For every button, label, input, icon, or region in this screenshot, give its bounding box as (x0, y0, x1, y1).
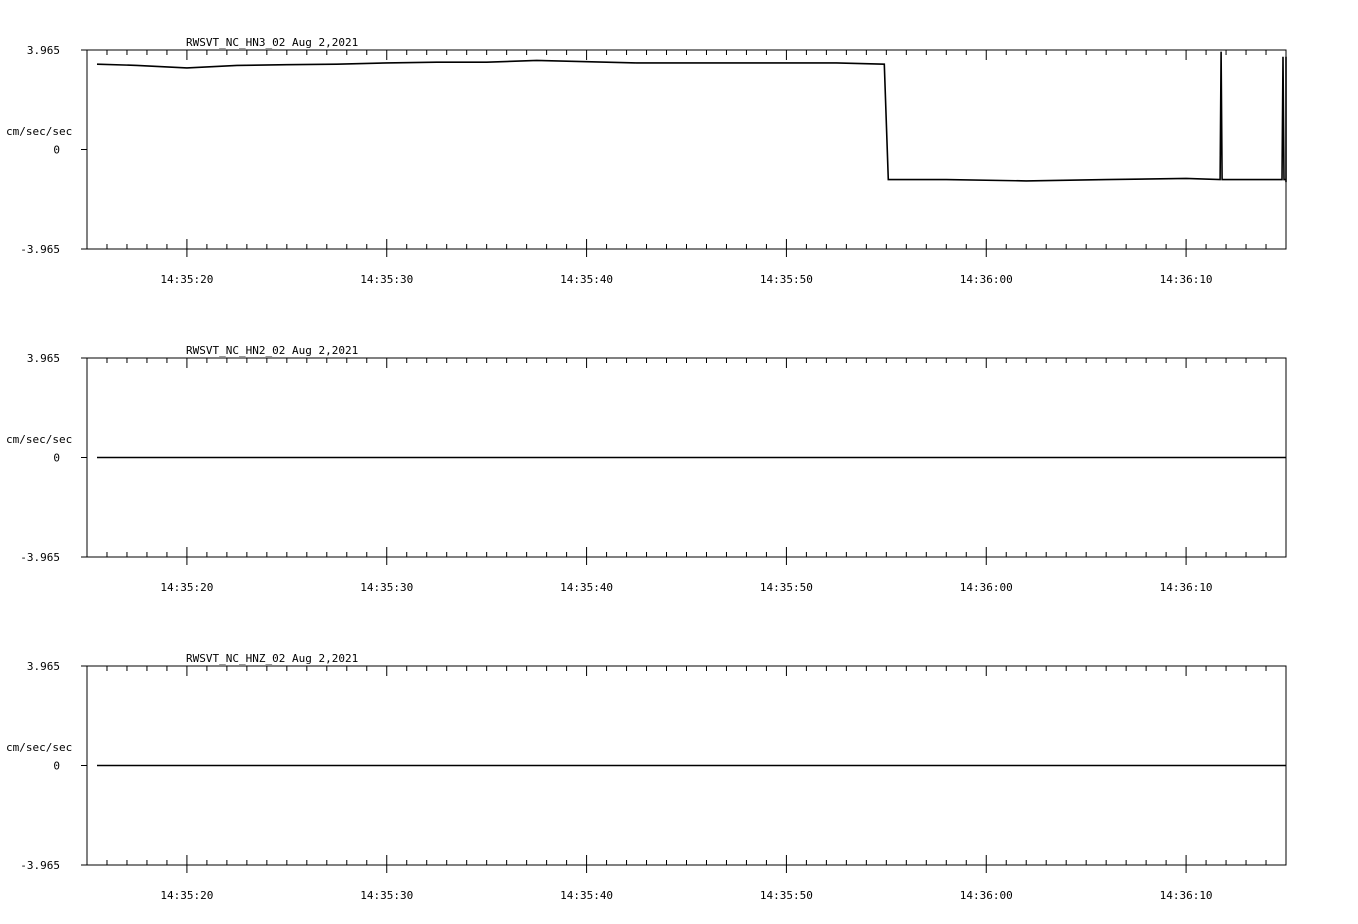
y-tick-label: 3.965 (26, 660, 60, 673)
y-tick-label: 0 (53, 451, 60, 465)
y-tick-label: -3.965 (20, 859, 60, 872)
chart-panel-3 (6, 652, 1358, 902)
chart-title: RWSVT_NC_HN3_02 Aug 2,2021 (186, 36, 359, 49)
x-tick-label: 14:36:10 (1159, 581, 1213, 594)
x-tick-label: 14:36:00 (959, 581, 1013, 594)
y-axis-label: cm/sec/sec (6, 741, 73, 754)
y-axis-label: cm/sec/sec (6, 125, 73, 138)
chart-title: RWSVT_NC_HN2_02 Aug 2,2021 (186, 344, 359, 357)
y-tick-label: 3.965 (26, 352, 60, 365)
x-tick-label: 14:35:30 (360, 273, 414, 286)
x-tick-label: 14:35:40 (560, 581, 614, 594)
x-tick-label: 14:35:50 (759, 273, 813, 286)
x-tick-label: 14:35:50 (759, 889, 813, 902)
series-line (97, 52, 1286, 183)
x-tick-label: 14:35:20 (160, 581, 214, 594)
x-tick-label: 14:35:40 (560, 273, 614, 286)
x-tick-label: 14:36:00 (959, 273, 1013, 286)
x-tick-label: 14:35:40 (560, 889, 614, 902)
chart-title: RWSVT_NC_HNZ_02 Aug 2,2021 (186, 652, 359, 665)
y-tick-label: 0 (53, 143, 60, 157)
y-axis-label: cm/sec/sec (6, 433, 73, 446)
x-tick-label: 14:36:10 (1159, 889, 1213, 902)
y-tick-label: -3.965 (20, 551, 60, 564)
x-tick-label: 14:35:50 (759, 581, 813, 594)
plot-frame (87, 50, 1286, 249)
chart-panel-1 (6, 36, 1358, 286)
x-tick-label: 14:35:20 (160, 889, 214, 902)
y-tick-label: 3.965 (26, 44, 60, 57)
y-tick-label: -3.965 (20, 243, 60, 256)
x-tick-label: 14:36:10 (1159, 273, 1213, 286)
chart-panel-2 (6, 344, 1358, 594)
x-tick-label: 14:35:30 (360, 581, 414, 594)
x-tick-label: 14:35:20 (160, 273, 214, 286)
x-tick-label: 14:36:00 (959, 889, 1013, 902)
y-tick-label: 0 (53, 759, 60, 773)
x-tick-label: 14:35:30 (360, 889, 414, 902)
